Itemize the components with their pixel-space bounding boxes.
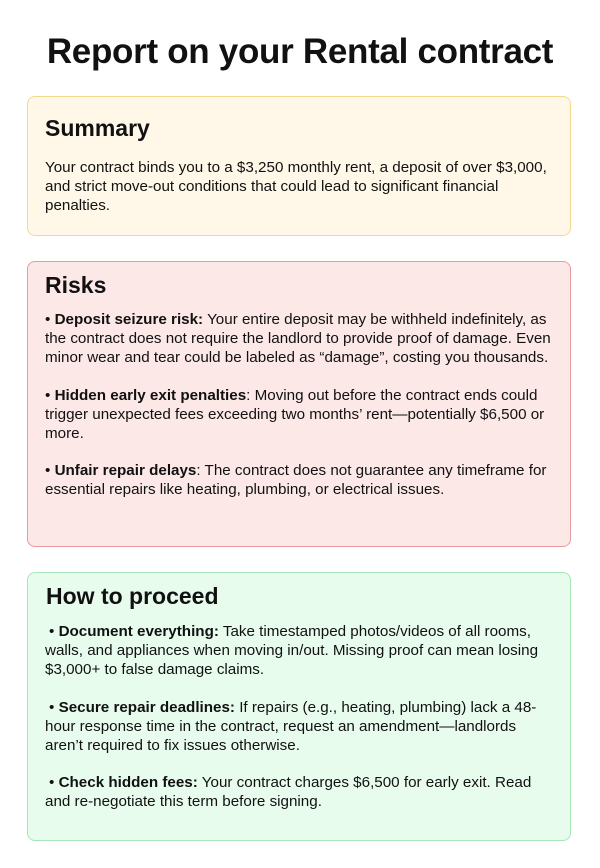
risk-item-text: Your entire deposit may be withheld indefinitely, as the contract does not require the landlord to provide proof of damage. Even minor wear and tear could be labeled as “damage”, costing you thousands. [45,311,551,367]
risk-item-early-exit [45,386,553,444]
risk-item-repair-delays [45,461,553,499]
risk-item-text: : Moving out before the contract ends could trigger unexpected fees exceeding two months’ rent—potentially $6,500 or more. [45,386,545,443]
summary-heading: Summary [45,115,150,141]
bullet-dot: • [45,311,51,328]
bullet-dot: • [49,774,55,792]
summary-text: Your contract binds you to a $3,250 monthly rent, a deposit of over $3,000, and strict move-out conditions that could lead to significant financial penalties. [45,159,547,215]
proceed-item-text: If repairs (e.g., heating, plumbing) lack a 48-hour response time in the contract, request an amendment—landlords aren’t required to fix issues otherwise. [45,698,537,755]
risk-item-deposit-seizure [45,310,553,368]
proceed-item-lead: Document everything: [58,623,219,640]
bullet-dot: • [49,623,55,640]
summary-card [27,96,571,236]
page-title: Report on your Rental contract [46,32,554,71]
risks-heading: Risks [45,272,107,298]
proceed-item-hidden-fees [45,773,553,811]
proceed-item-lead: Secure repair deadlines: [58,698,235,716]
proceed-item-lead: Check hidden fees: [58,774,198,792]
bullet-dot: • [45,462,51,480]
proceed-item-text: Your contract charges $6,500 for early exit. Read and re-negotiate this term before signing. [45,774,532,811]
proceed-heading: How to proceed [46,583,219,609]
risk-item-lead: Unfair repair delays [54,462,197,480]
risks-card [27,261,571,547]
risk-item-text: : The contract does not guarantee any timeframe for essential repairs like heating, plumbing, or electrical issues. [45,462,547,499]
risk-item-lead: Deposit seizure risk: [54,311,204,328]
proceed-item-repair-deadlines [45,698,553,756]
proceed-item-text: Take timestamped photos/videos of all rooms, walls, and appliances when moving in/out. Missing proof can mean losing $3,000+ to false damage claims. [45,623,539,679]
proceed-card [27,572,571,841]
bullet-dot: • [49,698,55,716]
risk-item-lead: Hidden early exit penalties [54,386,247,404]
bullet-dot: • [45,386,51,404]
proceed-item-document [45,622,553,680]
